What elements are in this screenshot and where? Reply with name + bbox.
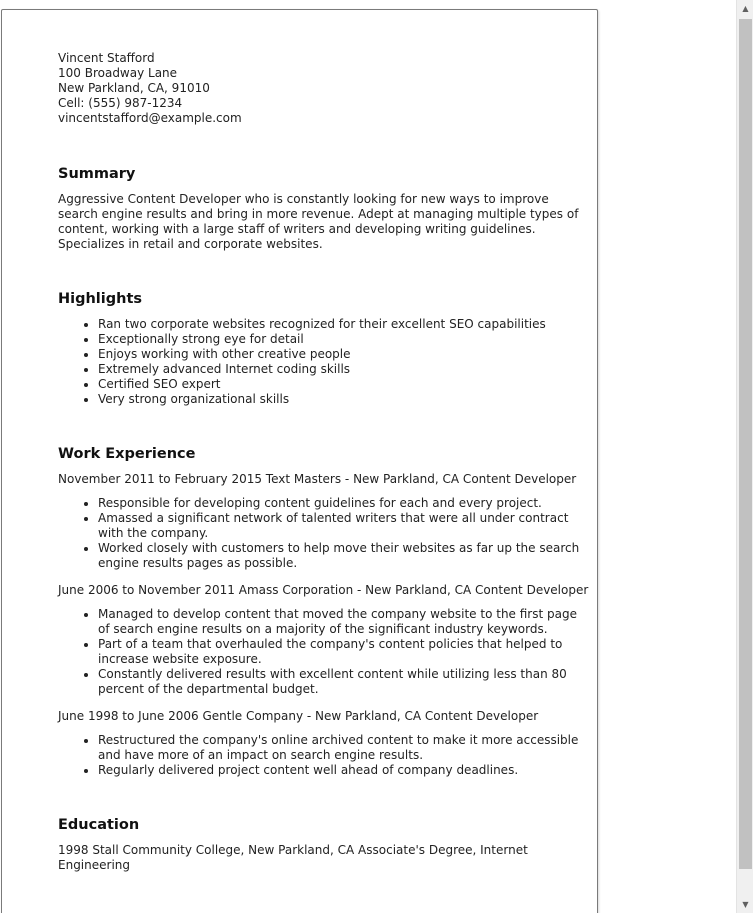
summary-heading: Summary — [58, 166, 136, 182]
job-bullets — [58, 733, 583, 778]
resume-content — [58, 51, 589, 873]
contact-email: vincentstafford@example.com — [58, 111, 242, 125]
list-item: • Constantly delivered results with excellent content while utilizing less than 80 percent of the departmental budget. — [98, 667, 583, 697]
contact-cell: Cell: (555) 987-1234 — [58, 96, 183, 110]
education-line: 1998 Stall Community College, New Parkland, CA Associate's Degree, Internet Engineering — [58, 843, 528, 872]
list-item: • Responsible for developing content guidelines for each and every project. — [98, 496, 583, 511]
job-bullets — [58, 496, 583, 571]
arrow-down-icon[interactable]: ▼ — [742, 900, 749, 909]
list-item: • Very strong organizational skills — [98, 392, 583, 407]
list-item: • Certified SEO expert — [98, 377, 583, 392]
job-line: June 1998 to June 2006 Gentle Company - New Parkland, CA Content Developer — [58, 709, 539, 723]
highlights-list — [58, 317, 583, 407]
list-item: • Enjoys working with other creative people — [98, 347, 583, 362]
list-item: • Amassed a significant network of talented writers that were all under contract with the company. — [98, 511, 583, 541]
list-item: • Extremely advanced Internet coding skills — [98, 362, 583, 377]
contact-city: New Parkland, CA, 91010 — [58, 81, 210, 95]
resume-page — [1, 9, 598, 913]
arrow-up-icon[interactable]: ▲ — [742, 4, 749, 13]
summary-text: Aggressive Content Developer who is constantly looking for new ways to improve search engine results and bring in more revenue. Adept at managing multiple types of content, working with a large staff of writers and developing writing guidelines. Specializes in retail and corporate websites. — [58, 192, 579, 251]
list-item: • Part of a team that overhauled the company's content policies that helped to increase website exposure. — [98, 637, 583, 667]
job-line: November 2011 to February 2015 Text Masters - New Parkland, CA Content Developer — [58, 472, 577, 486]
scrollbar-thumb[interactable] — [739, 19, 752, 869]
list-item: • Managed to develop content that moved the company website to the first page of search engine results on a majority of the significant industry keywords. — [98, 607, 583, 637]
contact-address: 100 Broadway Lane — [58, 66, 178, 80]
list-item: • Regularly delivered project content well ahead of company deadlines. — [98, 763, 583, 778]
highlights-heading: Highlights — [58, 291, 143, 307]
job-line: June 2006 to November 2011 Amass Corporation - New Parkland, CA Content Developer — [58, 583, 589, 597]
list-item: • Restructured the company's online archived content to make it more accessible and have more of an impact on search engine results. — [98, 733, 583, 763]
contact-name: Vincent Stafford — [58, 51, 155, 65]
list-item: • Ran two corporate websites recognized for their excellent SEO capabilities — [98, 317, 583, 332]
vertical-scrollbar[interactable] — [736, 0, 753, 913]
work-heading: Work Experience — [58, 446, 196, 462]
education-heading: Education — [58, 817, 140, 833]
list-item: • Exceptionally strong eye for detail — [98, 332, 583, 347]
list-item: • Worked closely with customers to help move their websites as far up the search engine results pages as possible. — [98, 541, 583, 571]
job-bullets — [58, 607, 583, 697]
contact-block — [58, 51, 583, 126]
